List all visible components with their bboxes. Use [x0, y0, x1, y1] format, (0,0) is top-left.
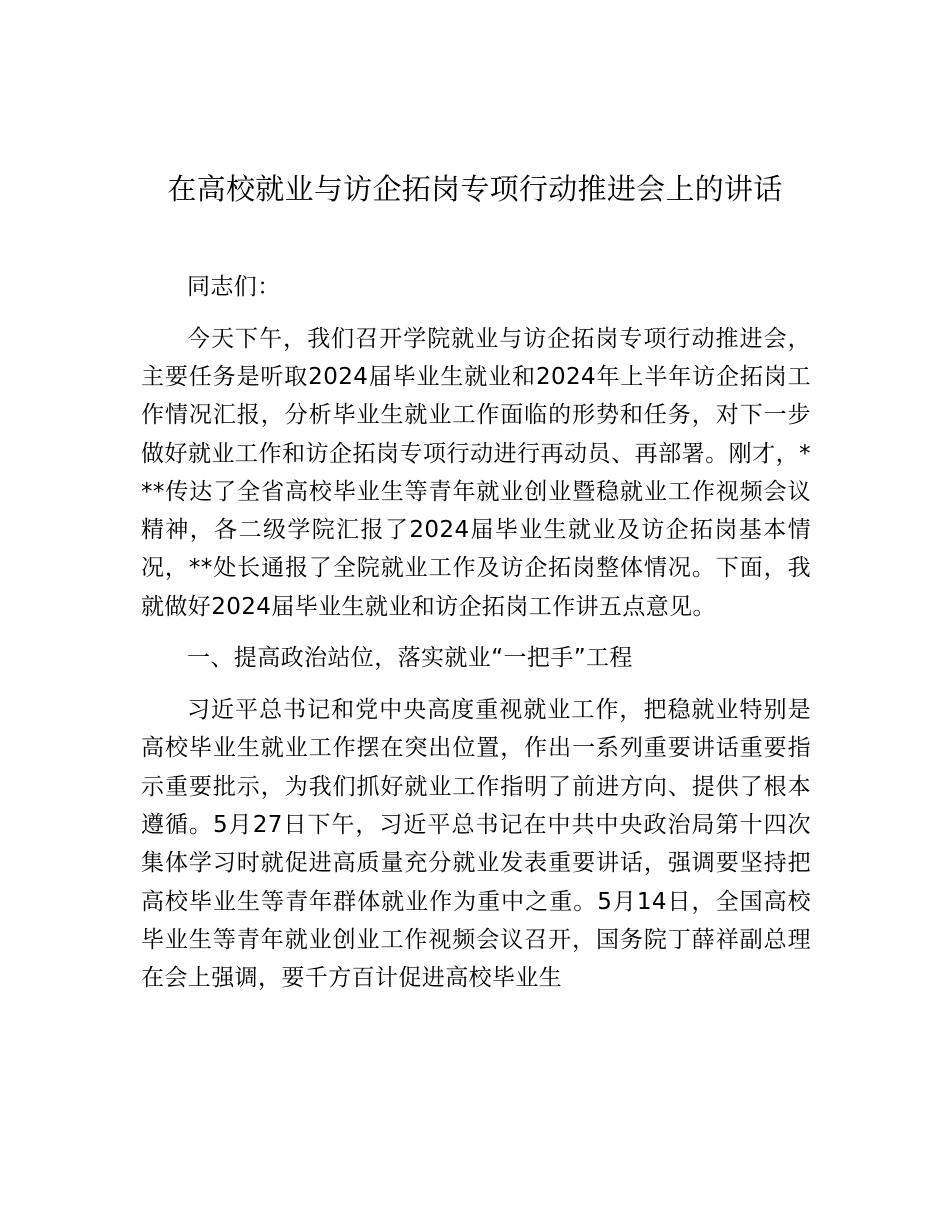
body-paragraph: 今天下午，我们召开学院就业与访企拓岗专项行动推进会，主要任务是听取2024届毕业生就业和2024年上半年访企拓岗工作情况汇报，分析毕业生就业工作面临的形势和任务，对下一步做好就业工作和访企拓岗专项行动进行再动员、再部署。刚才，***传达了全省高校毕业生等青年就业创业暨稳就业工作视频会议精神，各二级学院汇报了2024届毕业生就业及访企拓岗基本情况，**处长通报了全院就业工作及访企拓岗整体情况。下面，我就做好2024届毕业生就业和访企拓岗工作讲五点意见。: [141, 325, 811, 620]
salutation: 同志们：: [187, 274, 281, 300]
document-body: [141, 268, 811, 1011]
body-paragraph: 习近平总书记和党中央高度重视就业工作，把稳就业特别是高校毕业生就业工作摆在突出位置，作出一系列重要讲话重要指示重要批示，为我们抓好就业工作指明了前进方向、提供了根本遵循。5月27日下午，习近平总书记在中共中央政治局第十四次集体学习时就促进高质量充分就业发表重要讲话，强调要坚持把高校毕业生等青年群体就业作为重中之重。5月14日，全国高校毕业生等青年就业创业工作视频会议召开，国务院丁薛祥副总理在会上强调，要千方百计促进高校毕业生: [141, 697, 811, 992]
document-title: 在高校就业与访企拓岗专项行动推进会上的讲话: [167, 172, 783, 206]
section-heading: 一、提高政治站位，落实就业“一把手”工程: [187, 645, 633, 672]
